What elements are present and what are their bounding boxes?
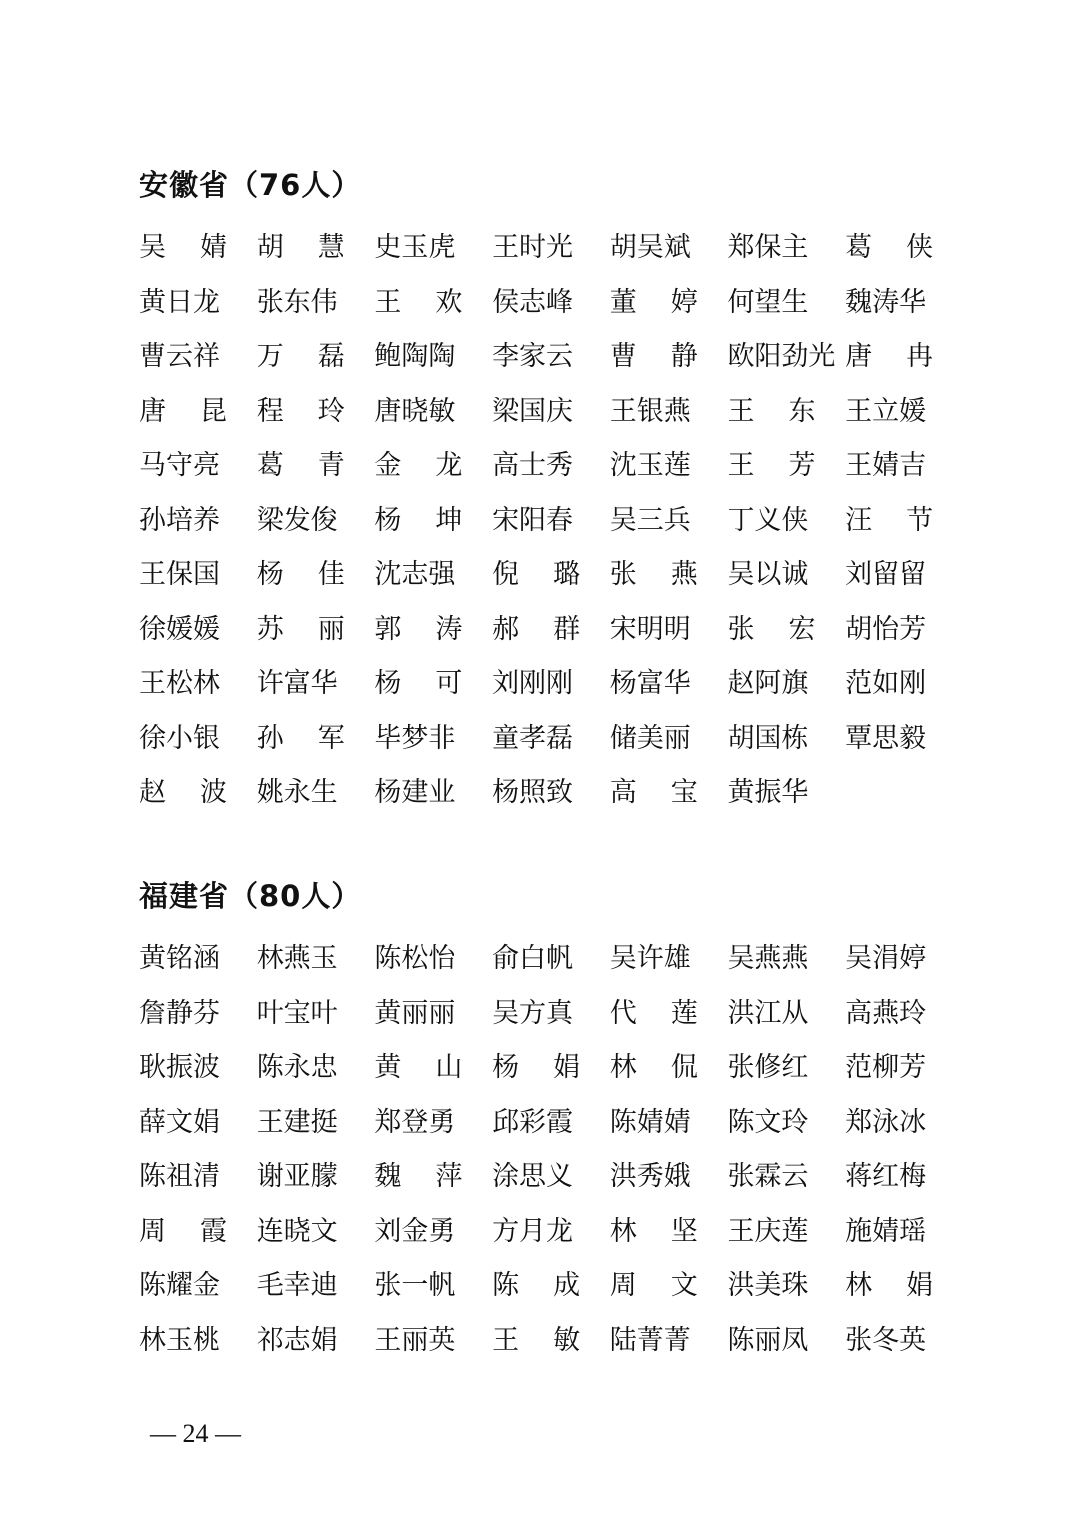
person-name: 林玉桃: [139, 1324, 220, 1356]
person-name: 欧阳劲光: [727, 341, 836, 373]
name-char: 玲: [317, 395, 345, 427]
person-name: 詹静芬: [139, 997, 220, 1029]
person-name: 洪秀娥: [609, 1161, 691, 1193]
name-char: 坚: [670, 1215, 698, 1247]
person-name: 张霖云: [727, 1161, 809, 1193]
person-name: 吴三兵: [609, 504, 691, 536]
person-name: [257, 722, 345, 756]
person-name: [257, 395, 345, 429]
name-char: 魏: [374, 1161, 402, 1193]
name-row: [139, 1259, 959, 1314]
person-name: 孙培养: [139, 504, 220, 536]
person-name: [257, 231, 345, 265]
name-char: 张: [727, 613, 755, 645]
person-name: [610, 1051, 698, 1085]
person-name: 胡国栋: [727, 722, 809, 754]
name-char: 陈: [492, 1270, 520, 1302]
person-name: [610, 558, 698, 592]
name-char: 葛: [256, 450, 284, 482]
name-char: 欢: [435, 286, 463, 318]
person-name: [257, 340, 345, 374]
person-name: 陈祖清: [139, 1161, 220, 1193]
name-char: 王: [492, 1324, 520, 1356]
name-grid: [139, 932, 959, 1368]
name-char: 吴: [139, 232, 166, 264]
page-number: — 24 —: [150, 1419, 241, 1448]
name-char: 静: [670, 341, 698, 373]
person-name: 宋明明: [609, 613, 691, 645]
name-char: 群: [553, 613, 581, 645]
name-char: 林: [609, 1215, 637, 1247]
name-char: 宝: [670, 777, 698, 809]
name-char: 丽: [317, 613, 345, 645]
name-char: 万: [256, 341, 284, 373]
name-char: 杨: [256, 559, 284, 591]
person-name: 陈文玲: [727, 1106, 809, 1138]
person-name: 储美丽: [609, 722, 691, 754]
name-char: 燕: [670, 559, 698, 591]
person-name: 张东伟: [256, 286, 338, 318]
person-name: 马守亮: [139, 450, 220, 482]
name-char: 王: [374, 286, 402, 318]
person-name: 刘留留: [845, 559, 927, 591]
person-name: 侯志峰: [492, 286, 574, 318]
name-char: 成: [553, 1270, 581, 1302]
person-name: [492, 1269, 580, 1303]
person-name: [257, 449, 345, 483]
person-name: 范柳芳: [845, 1052, 927, 1084]
person-name: [374, 667, 462, 701]
person-name: [492, 613, 580, 647]
person-name: 耿振波: [139, 1052, 220, 1084]
person-name: 徐媛媛: [139, 613, 220, 645]
name-row: [139, 932, 959, 987]
name-char: 高: [609, 777, 637, 809]
name-char: 郝: [492, 613, 520, 645]
person-name: 梁发俊: [256, 504, 338, 536]
person-name: 宋阳春: [492, 504, 574, 536]
person-name: 陈永忠: [256, 1052, 338, 1084]
name-row: [139, 657, 959, 712]
person-name: 童孝磊: [492, 722, 574, 754]
name-char: 苏: [256, 613, 284, 645]
person-name: [139, 395, 227, 429]
person-name: 徐小银: [139, 722, 220, 754]
person-name: 胡吴斌: [609, 232, 691, 264]
name-char: 军: [317, 722, 345, 754]
name-char: 东: [788, 395, 816, 427]
name-char: 慧: [317, 232, 345, 264]
person-name: [845, 504, 933, 538]
section-heading: 福建省（80人）: [139, 879, 362, 913]
person-name: 施婧瑶: [845, 1215, 927, 1247]
person-name: 毕梦非: [374, 722, 456, 754]
name-char: 林: [845, 1270, 873, 1302]
name-char: 芳: [788, 450, 816, 482]
person-name: 吴许雄: [609, 943, 691, 975]
person-name: 魏涛华: [845, 286, 927, 318]
name-char: 倪: [492, 559, 520, 591]
person-name: 刘刚刚: [492, 668, 574, 700]
name-row: [139, 439, 959, 494]
person-name: 王庆莲: [727, 1215, 809, 1247]
person-name: 洪江从: [727, 997, 809, 1029]
person-name: 郑泳冰: [845, 1106, 927, 1138]
person-name: [845, 1269, 933, 1303]
name-char: 婷: [670, 286, 698, 318]
name-char: 侃: [670, 1052, 698, 1084]
name-char: 莲: [670, 997, 698, 1029]
person-name: 郑登勇: [374, 1106, 456, 1138]
name-char: 王: [727, 395, 755, 427]
name-char: 杨: [374, 504, 402, 536]
name-char: 王: [727, 450, 755, 482]
name-char: 昆: [200, 395, 227, 427]
person-name: 许富华: [256, 668, 338, 700]
person-name: [374, 504, 462, 538]
person-name: [610, 286, 698, 320]
name-row: [139, 276, 959, 331]
person-name: 王保国: [139, 559, 220, 591]
name-char: 涛: [435, 613, 463, 645]
person-name: 王松林: [139, 668, 220, 700]
person-name: 邱彩霞: [492, 1106, 574, 1138]
person-name: 薛文娟: [139, 1106, 220, 1138]
person-name: 陆菁菁: [609, 1324, 691, 1356]
name-char: 曹: [609, 341, 637, 373]
person-name: 林燕玉: [256, 943, 338, 975]
person-name: [727, 449, 815, 483]
person-name: 吴涓婷: [845, 943, 927, 975]
person-name: 叶宝叶: [256, 997, 338, 1029]
person-name: 谢亚朦: [256, 1161, 338, 1193]
person-name: 王建挺: [256, 1106, 338, 1138]
person-name: 梁国庆: [492, 395, 574, 427]
person-name: 俞白帆: [492, 943, 574, 975]
name-row: [139, 548, 959, 603]
name-char: 杨: [492, 1052, 520, 1084]
person-name: 陈耀金: [139, 1270, 220, 1302]
person-name: 李家云: [492, 341, 574, 373]
name-char: 娟: [553, 1052, 581, 1084]
name-char: 敏: [553, 1324, 581, 1356]
person-name: 姚永生: [256, 777, 338, 809]
name-char: 坤: [435, 504, 463, 536]
person-name: 王立媛: [845, 395, 927, 427]
name-char: 节: [906, 504, 934, 536]
person-name: [374, 449, 462, 483]
name-char: 林: [609, 1052, 637, 1084]
name-char: 董: [609, 286, 637, 318]
person-name: 王婧吉: [845, 450, 927, 482]
name-char: 佳: [317, 559, 345, 591]
person-name: [610, 340, 698, 374]
name-char: 宏: [788, 613, 816, 645]
person-name: 丁义侠: [727, 504, 809, 536]
name-char: 萍: [435, 1161, 463, 1193]
person-name: 王银燕: [609, 395, 691, 427]
person-name: [492, 558, 580, 592]
name-char: 周: [609, 1270, 637, 1302]
name-row: [139, 603, 959, 658]
person-name: 蒋红梅: [845, 1161, 927, 1193]
person-name: 郑保主: [727, 232, 809, 264]
name-char: 璐: [553, 559, 581, 591]
name-row: [139, 385, 959, 440]
name-char: 胡: [256, 232, 284, 264]
person-name: 毛幸迪: [256, 1270, 338, 1302]
name-char: 杨: [374, 668, 402, 700]
person-name: 杨建业: [374, 777, 456, 809]
name-char: 代: [609, 997, 637, 1029]
person-name: [257, 613, 345, 647]
name-char: 婧: [200, 232, 227, 264]
person-name: 杨照致: [492, 777, 574, 809]
person-name: 陈婧婧: [609, 1106, 691, 1138]
name-char: 金: [374, 450, 402, 482]
name-char: 张: [609, 559, 637, 591]
person-name: 张一帆: [374, 1270, 456, 1302]
person-name: 涂思义: [492, 1161, 574, 1193]
person-name: 吴方真: [492, 997, 574, 1029]
name-char: 霞: [200, 1215, 227, 1247]
name-row: [139, 766, 959, 821]
name-char: 文: [670, 1270, 698, 1302]
person-name: [845, 340, 933, 374]
name-row: [139, 712, 959, 767]
person-name: [727, 613, 815, 647]
section-anhui: [139, 165, 959, 821]
person-name: [845, 231, 933, 265]
person-name: 吴以诚: [727, 559, 809, 591]
person-name: [139, 1215, 227, 1249]
person-name: [374, 1160, 462, 1194]
name-row: [139, 1041, 959, 1096]
person-name: 沈玉莲: [609, 450, 691, 482]
person-name: [492, 1051, 580, 1085]
person-name: 覃思毅: [845, 722, 927, 754]
person-name: [257, 558, 345, 592]
name-char: 娟: [906, 1270, 934, 1302]
person-name: 陈松怡: [374, 943, 456, 975]
name-char: 周: [139, 1215, 166, 1247]
person-name: [374, 613, 462, 647]
person-name: 高燕玲: [845, 997, 927, 1029]
name-row: [139, 1205, 959, 1260]
section-fujian: [139, 876, 959, 1368]
person-name: [610, 1215, 698, 1249]
name-char: 冉: [906, 341, 934, 373]
person-name: [374, 1051, 462, 1085]
person-name: 杨富华: [609, 668, 691, 700]
person-name: 唐晓敏: [374, 395, 456, 427]
name-char: 郭: [374, 613, 402, 645]
person-name: 史玉虎: [374, 232, 456, 264]
name-char: 程: [256, 395, 284, 427]
person-name: 黄丽丽: [374, 997, 456, 1029]
person-name: 洪美珠: [727, 1270, 809, 1302]
name-char: 唐: [845, 341, 873, 373]
person-name: [727, 395, 815, 429]
section-heading: 安徽省（76人）: [139, 168, 362, 202]
name-row: [139, 330, 959, 385]
person-name: 黄铭涵: [139, 943, 220, 975]
name-char: 黄: [374, 1052, 402, 1084]
name-char: 侠: [906, 232, 934, 264]
name-char: 磊: [317, 341, 345, 373]
person-name: [610, 997, 698, 1031]
person-name: 王时光: [492, 232, 574, 264]
person-name: 赵阿旗: [727, 668, 809, 700]
name-row: [139, 987, 959, 1042]
person-name: 方月龙: [492, 1215, 574, 1247]
name-char: 山: [435, 1052, 463, 1084]
person-name: 范如刚: [845, 668, 927, 700]
person-name: 沈志强: [374, 559, 456, 591]
name-row: [139, 1314, 959, 1369]
person-name: 鲍陶陶: [374, 341, 456, 373]
name-grid: [139, 221, 959, 821]
person-name: 祁志娟: [256, 1324, 338, 1356]
name-row: [139, 221, 959, 276]
person-name: 王丽英: [374, 1324, 456, 1356]
name-char: 唐: [139, 395, 166, 427]
name-row: [139, 494, 959, 549]
person-name: [139, 776, 227, 810]
person-name: [139, 231, 227, 265]
person-name: [610, 776, 698, 810]
person-name: 连晓文: [256, 1215, 338, 1247]
name-char: 赵: [139, 777, 166, 809]
name-char: 汪: [845, 504, 873, 536]
person-name: 曹云祥: [139, 341, 220, 373]
person-name: 高士秀: [492, 450, 574, 482]
person-name: 胡怡芳: [845, 613, 927, 645]
person-name: [492, 1324, 580, 1358]
name-row: [139, 1150, 959, 1205]
person-name: 黄日龙: [139, 286, 220, 318]
name-char: 可: [435, 668, 463, 700]
name-char: 龙: [435, 450, 463, 482]
person-name: [374, 286, 462, 320]
person-name: 张冬英: [845, 1324, 927, 1356]
person-name: 黄振华: [727, 777, 809, 809]
person-name: 刘金勇: [374, 1215, 456, 1247]
person-name: 张修红: [727, 1052, 809, 1084]
person-name: [610, 1269, 698, 1303]
person-name: 陈丽凤: [727, 1324, 809, 1356]
person-name: 吴燕燕: [727, 943, 809, 975]
name-char: 葛: [845, 232, 873, 264]
name-row: [139, 1096, 959, 1151]
person-name: 何望生: [727, 286, 809, 318]
name-char: 青: [317, 450, 345, 482]
name-char: 波: [200, 777, 227, 809]
name-char: 孙: [256, 722, 284, 754]
